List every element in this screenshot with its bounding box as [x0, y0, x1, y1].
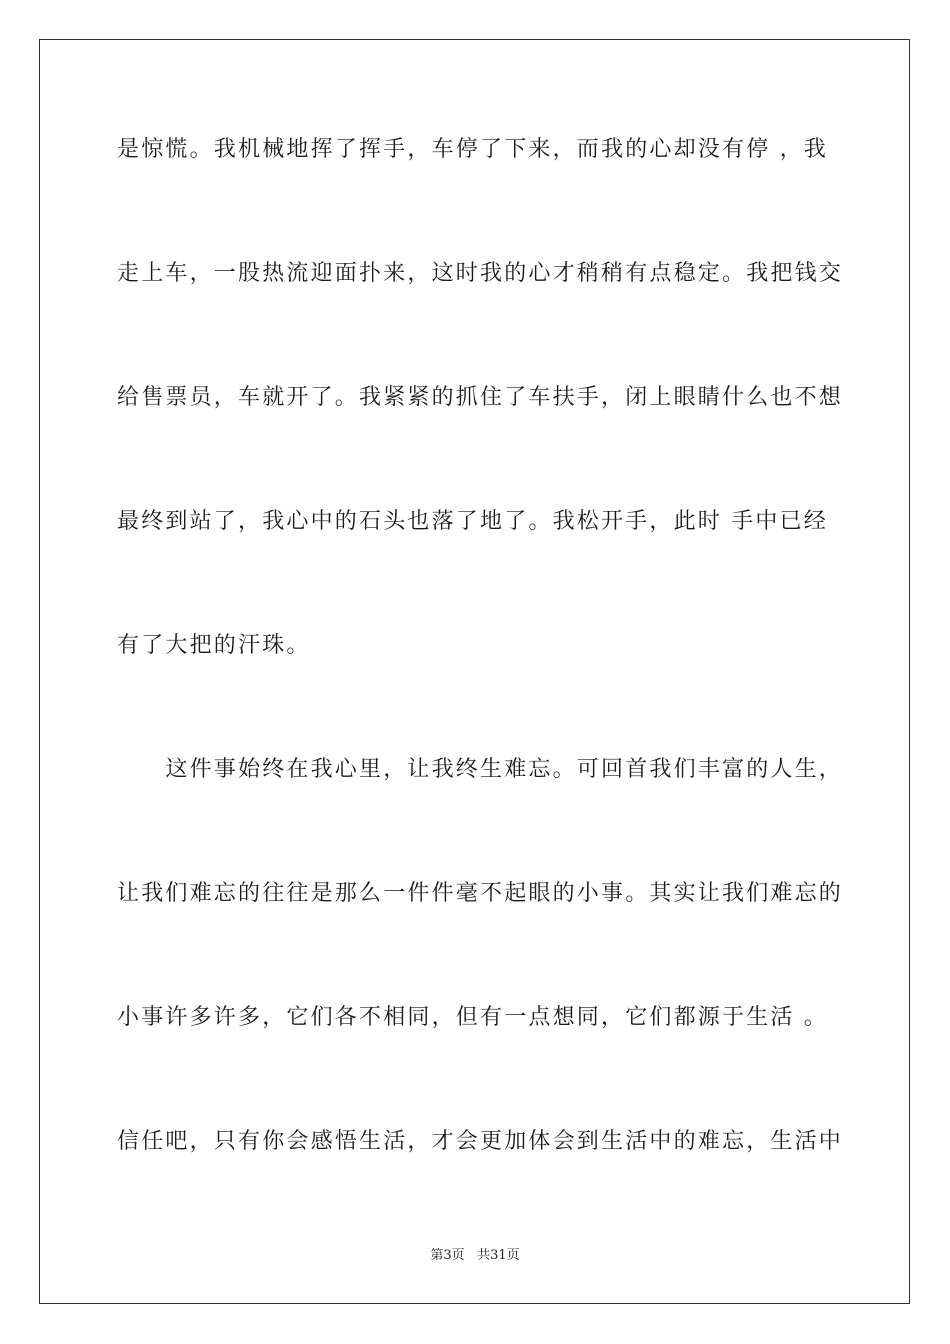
text-line: 走上车，一股热流迎面扑来，这时我的心才稍稍有点稳定。我把钱交 — [117, 261, 844, 286]
page-total: 共31页 — [477, 1248, 520, 1263]
text-line: 让我们难忘的往往是那么一件件毫不起眼的小事。其实让我们难忘的 — [117, 881, 844, 906]
text-line: 信任吧，只有你会感悟生活，才会更加体会到生活中的难忘，生活中 — [117, 1129, 844, 1154]
paragraph-start-line: 这件事始终在我心里，让我终生难忘。可回首我们丰富的人生， — [117, 757, 844, 782]
text-line: 有了大把的汗珠。 — [117, 633, 311, 658]
page-footer — [0, 1247, 950, 1265]
text-line: 小事许多许多，它们各不相同，但有一点想同，它们都源于生活 。 — [117, 1005, 828, 1030]
text-line: 是惊慌。我机械地挥了挥手，车停了下来，而我的心却没有停 ，我 — [117, 137, 828, 162]
text-line: 给售票员，车就开了。我紧紧的抓住了车扶手，闭上眼睛什么也不想 — [117, 385, 844, 410]
text-line: 最终到站了，我心中的石头也落了地了。我松开手，此时 手中已经 — [117, 509, 828, 534]
page-border — [39, 39, 910, 1304]
page-number: 第3页 — [430, 1248, 465, 1263]
